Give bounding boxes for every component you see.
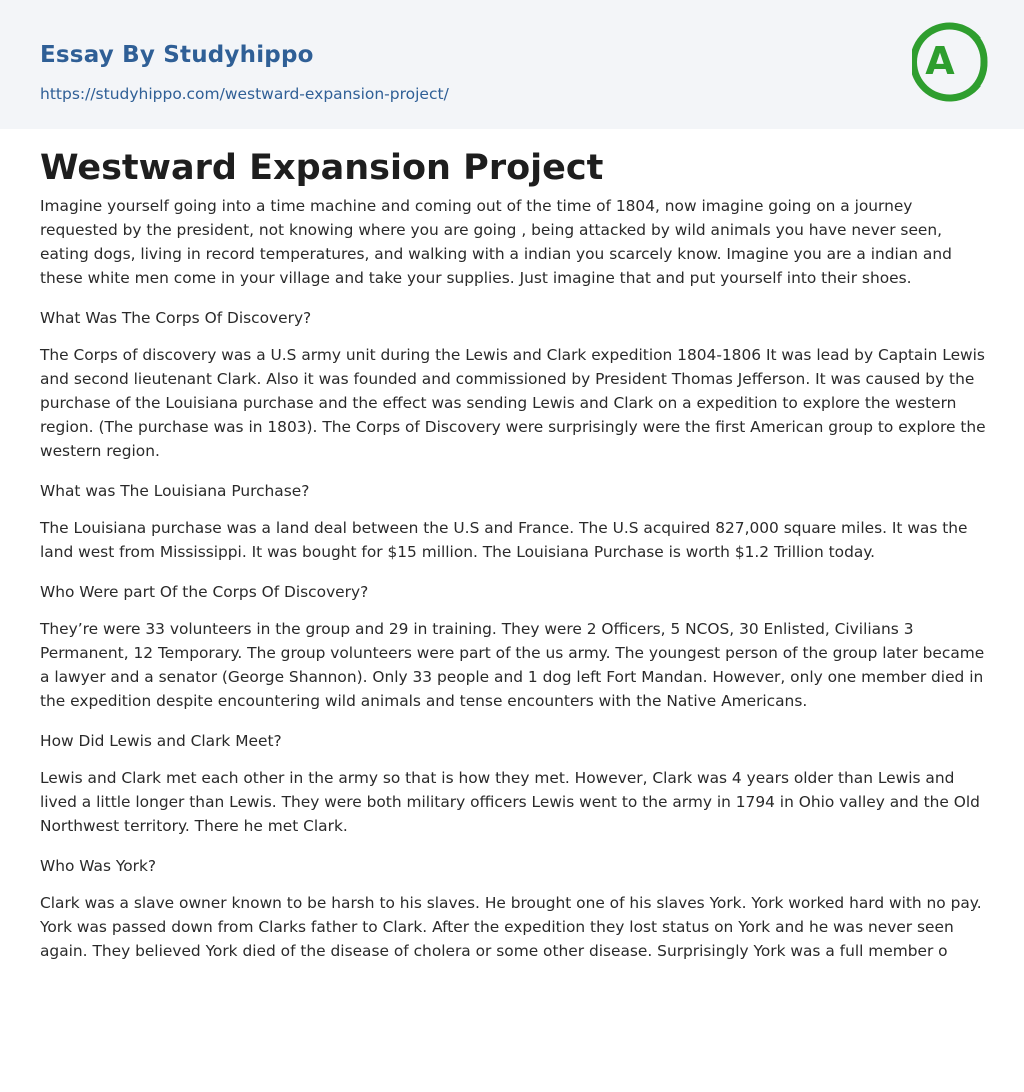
body-paragraph: The Corps of discovery was a U.S army unit during the Lewis and Clark expedition 1804-1806 It was lead by Captain Lewis and second lieutenant Clark. Also it was founded and commissioned by President Thomas Jefferson. It was caused by the purchase of the Louisiana purchase and the effect was sending Lewis and Clark on a expedition to explore the western region. (The purchase was in 1803). The Corps of Discovery were surprisingly were the first American group to explore the western region. xyxy=(40,346,986,460)
section-question: What was The Louisiana Purchase? xyxy=(40,482,310,500)
article-title: Westward Expansion Project xyxy=(40,148,604,188)
section-question: Who Were part Of the Corps Of Discovery? xyxy=(40,583,369,601)
body-paragraph: The Louisiana purchase was a land deal between the U.S and France. The U.S acquired 827,000 square miles. It was the land west from Mississippi. It was bought for $15 million. The Louisiana Purchase is worth $1.2 Trillion today. xyxy=(40,519,968,561)
body-paragraph: Imagine yourself going into a time machine and coming out of the time of 1804, now imagine going on a journey requested by the president, not knowing where you are going , being attacked by wild animals you have never seen, eating dogs, living in record temperatures, and walking with a indian you scarcely know. Imagine you are a indian and these white men come in your village and take your supplies. Just imagine that and put yourself into their shoes. xyxy=(40,197,952,287)
article-body xyxy=(40,194,990,979)
section-question: Who Was York? xyxy=(40,857,157,875)
body-paragraph: Clark was a slave owner known to be harsh to his slaves. He brought one of his slaves York. York worked hard with no pay. York was passed down from Clarks father to Clark. After the expedition they lost status on York and he was never seen again. They believed York died of the disease of cholera or some other disease. Surprisingly York was a full member o xyxy=(40,894,982,960)
brand-title[interactable]: Essay By Studyhippo xyxy=(40,42,314,68)
section-question: What Was The Corps Of Discovery? xyxy=(40,309,312,327)
body-paragraph: Lewis and Clark met each other in the army so that is how they met. However, Clark was 4 years older than Lewis and lived a little longer than Lewis. They were both military officers Lewis went to the army in 1794 in Ohio valley and the Old Northwest territory. There he met Clark. xyxy=(40,769,980,835)
logo-letter: A xyxy=(925,39,955,83)
body-paragraph: They’re were 33 volunteers in the group and 29 in training. They were 2 Officers, 5 NCOS, 30 Enlisted, Civilians 3 Permanent, 12 Temporary. The group volunteers were part of the us army. The youngest person of the group later became a lawyer and a senator (George Shannon). Only 33 people and 1 dog left Fort Mandan. However, only one member died in the expedition despite encountering wild animals and tense encounters with the Native Americans. xyxy=(40,620,985,710)
section-question: How Did Lewis and Clark Meet? xyxy=(40,732,282,750)
source-url-link[interactable]: https://studyhippo.com/westward-expansion-project/ xyxy=(40,85,449,103)
studyhippo-logo-icon[interactable] xyxy=(912,18,988,106)
